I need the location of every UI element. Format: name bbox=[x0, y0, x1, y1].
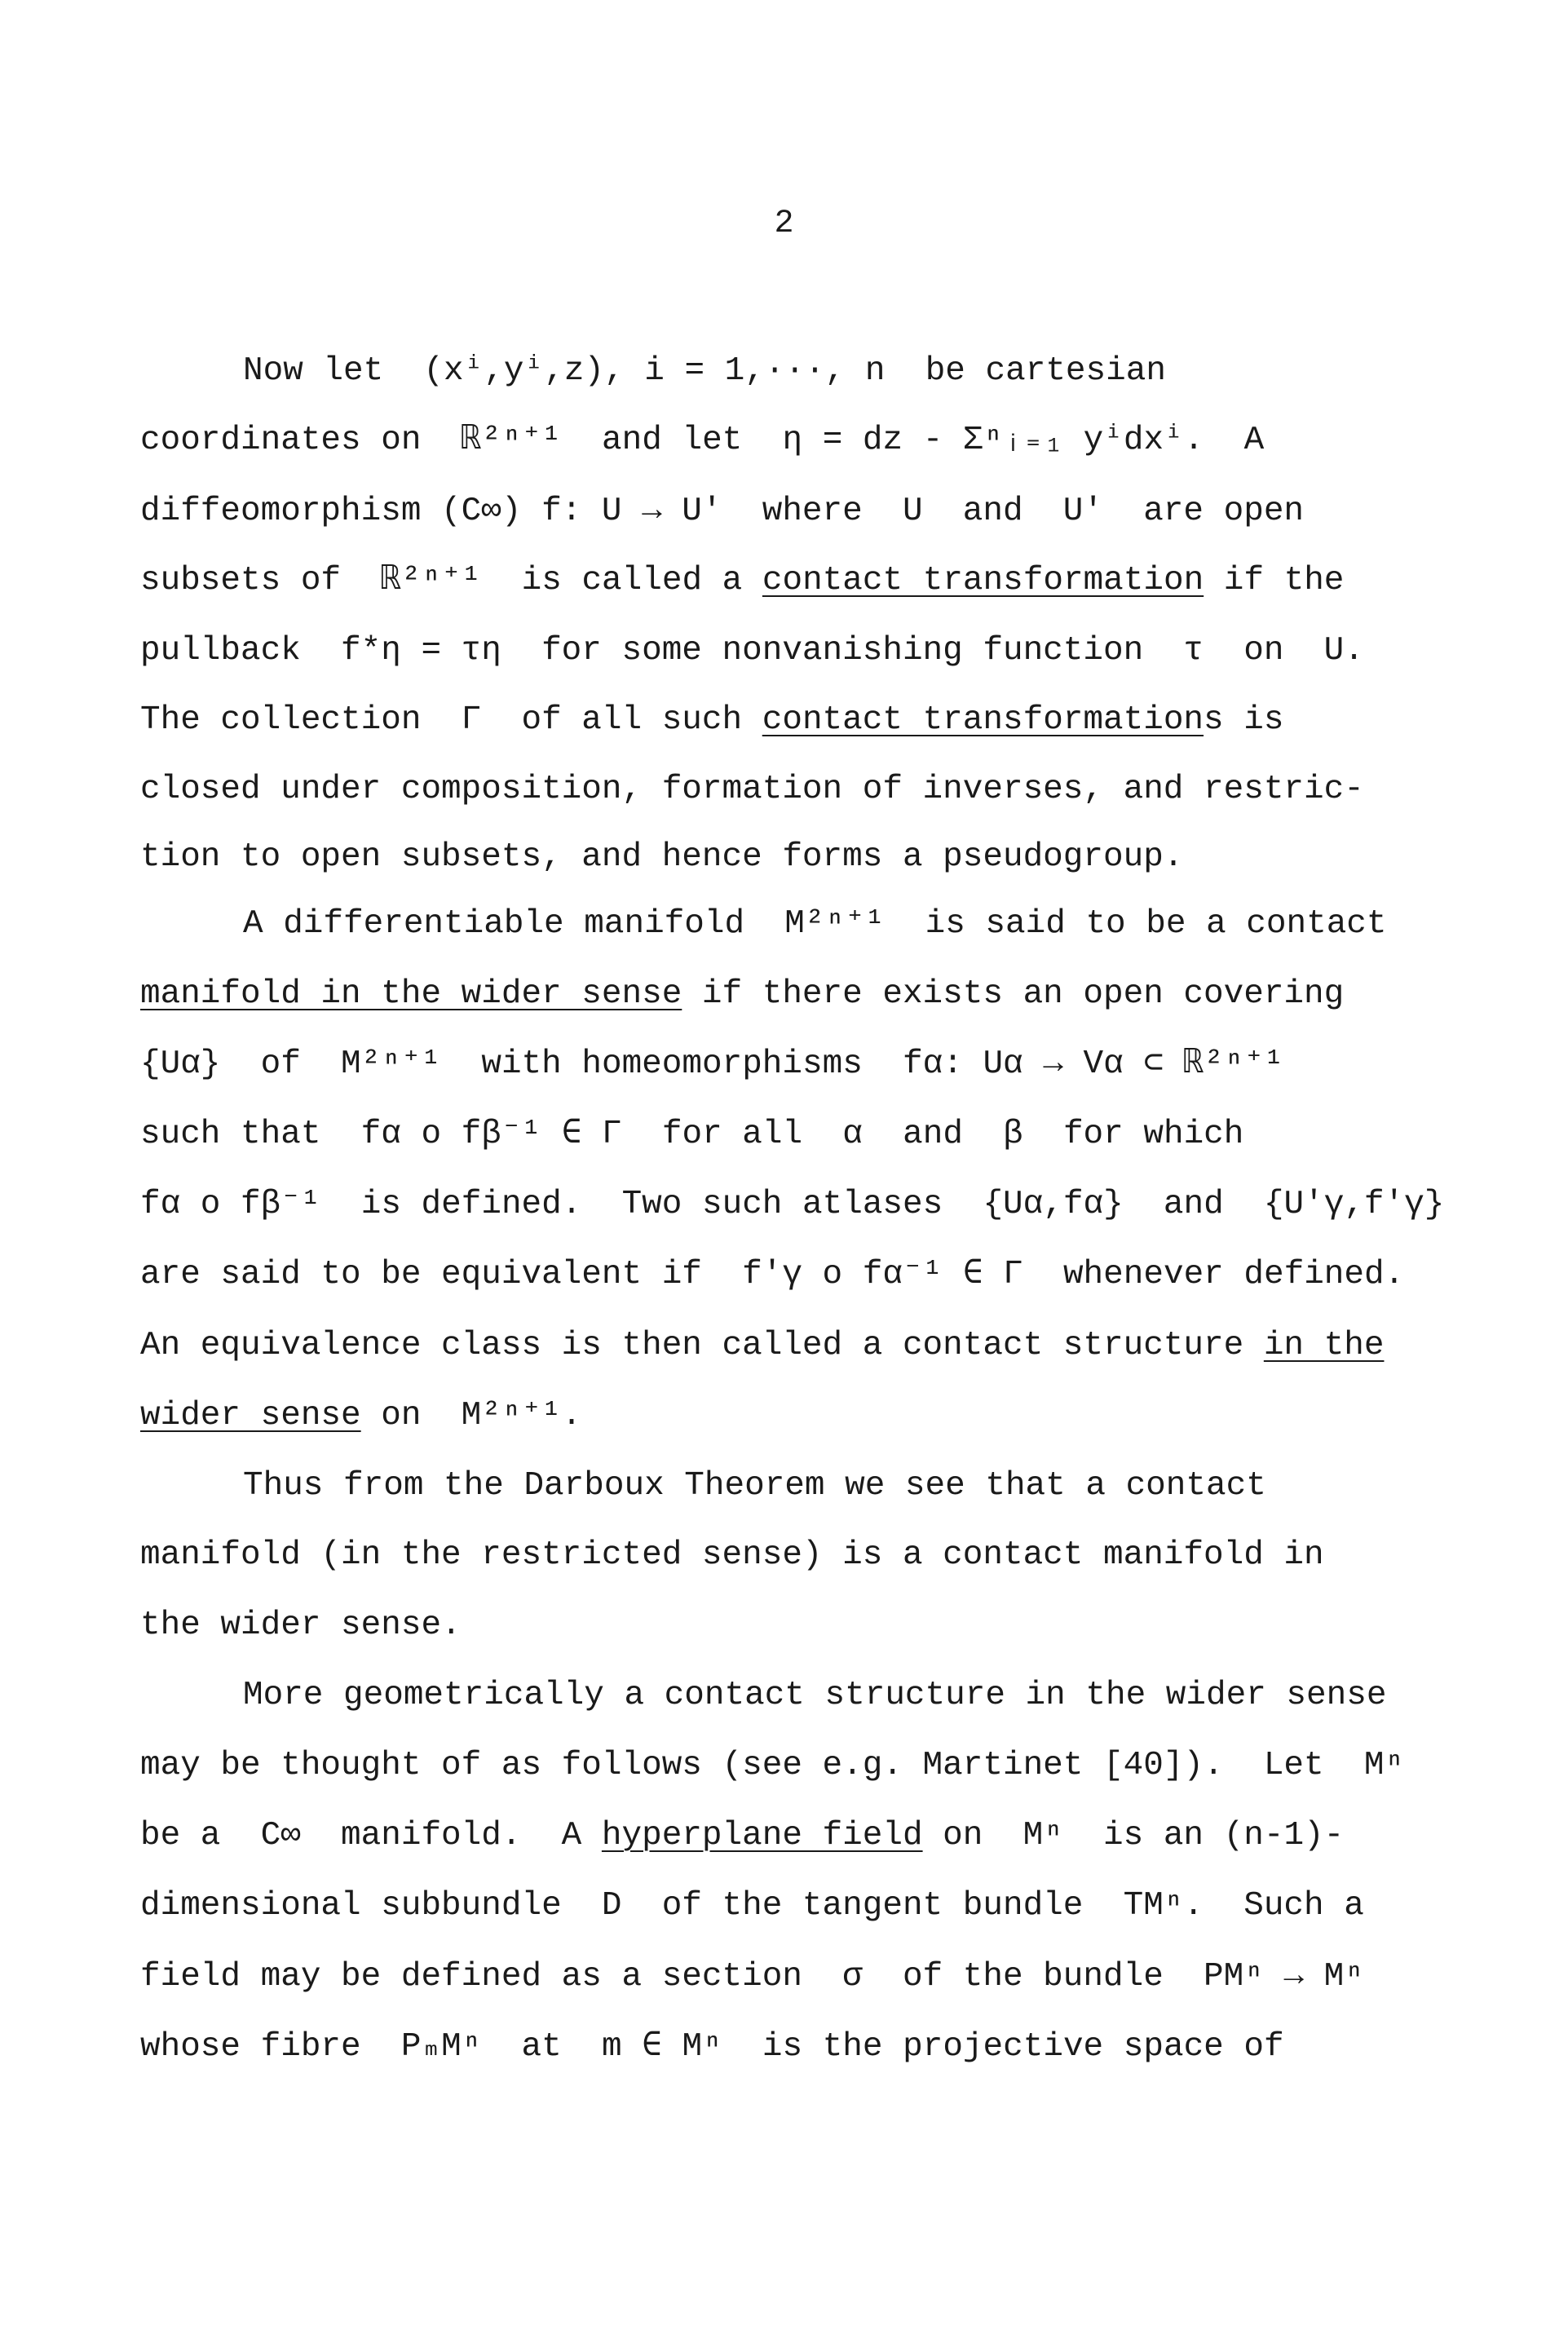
underlined-term: hyperplane field bbox=[601, 1817, 923, 1854]
text-line: dimensional subbundle D of the tangent bundle TMⁿ. Such a bbox=[140, 1887, 1364, 1925]
text-line: whose fibre PₘMⁿ at m ∈ Mⁿ is the projective space of bbox=[140, 2028, 1284, 2066]
text-line: A differentiable manifold M²ⁿ⁺¹ is said to be a contact bbox=[243, 905, 1387, 943]
underlined-term: in the bbox=[1263, 1327, 1385, 1364]
text-line: subsets of ℝ²ⁿ⁺¹ is called a contact transformation if the bbox=[140, 562, 1345, 599]
text-line: may be thought of as follows (see e.g. Martinet [40]). Let Mⁿ bbox=[140, 1747, 1405, 1784]
text-line: manifold in the wider sense if there exists an open covering bbox=[140, 975, 1345, 1013]
text-line: manifold (in the restricted sense) is a contact manifold in bbox=[140, 1536, 1324, 1574]
underlined-term: wider sense bbox=[140, 1397, 361, 1434]
text-line: Thus from the Darboux Theorem we see that a contact bbox=[243, 1467, 1266, 1505]
text-line: the wider sense. bbox=[140, 1607, 462, 1644]
text-line: coordinates on ℝ²ⁿ⁺¹ and let η = dz - Σⁿᵢ₌₁ yⁱdxⁱ. A bbox=[140, 422, 1265, 459]
text-line: be a C∞ manifold. A hyperplane field on Mⁿ is an (n-1)- bbox=[140, 1817, 1345, 1854]
text-line: Now let (xⁱ,yⁱ,z), i = 1,···, n be cartesian bbox=[243, 352, 1166, 390]
text-line: diffeomorphism (C∞) f: U → U′ where U and U′ are open bbox=[140, 493, 1305, 530]
text-line: fα o fβ⁻¹ is defined. Two such atlases {Uα,fα} and {U′γ,f′γ} bbox=[140, 1186, 1445, 1223]
text-line: such that fα o fβ⁻¹ ∈ Γ for all α and β for which bbox=[140, 1116, 1244, 1153]
text-line: closed under composition, formation of inverses, and restric- bbox=[140, 771, 1364, 808]
text-line: {Uα} of M²ⁿ⁺¹ with homeomorphisms fα: Uα → Vα ⊂ ℝ²ⁿ⁺¹ bbox=[140, 1045, 1284, 1083]
text-line: More geometrically a contact structure in the wider sense bbox=[243, 1677, 1387, 1714]
text-line: pullback f*η = τη for some nonvanishing function τ on U. bbox=[140, 632, 1364, 670]
text-line: tion to open subsets, and hence forms a pseudogroup. bbox=[140, 838, 1184, 876]
text-line: field may be defined as a section σ of the bundle PMⁿ → Mⁿ bbox=[140, 1958, 1364, 1996]
page-number: 2 bbox=[774, 206, 794, 242]
text-line: wider sense on M²ⁿ⁺¹. bbox=[140, 1397, 582, 1434]
text-line: An equivalence class is then called a contact structure in the bbox=[140, 1327, 1385, 1364]
underlined-term: contact transformation bbox=[762, 701, 1204, 739]
text-line: The collection Γ of all such contact transformations is bbox=[140, 701, 1284, 739]
text-line: are said to be equivalent if f′γ o fα⁻¹ ∈ Γ whenever defined. bbox=[140, 1256, 1405, 1293]
underlined-term: contact transformation bbox=[762, 562, 1204, 599]
underlined-term: manifold in the wider sense bbox=[140, 975, 682, 1013]
